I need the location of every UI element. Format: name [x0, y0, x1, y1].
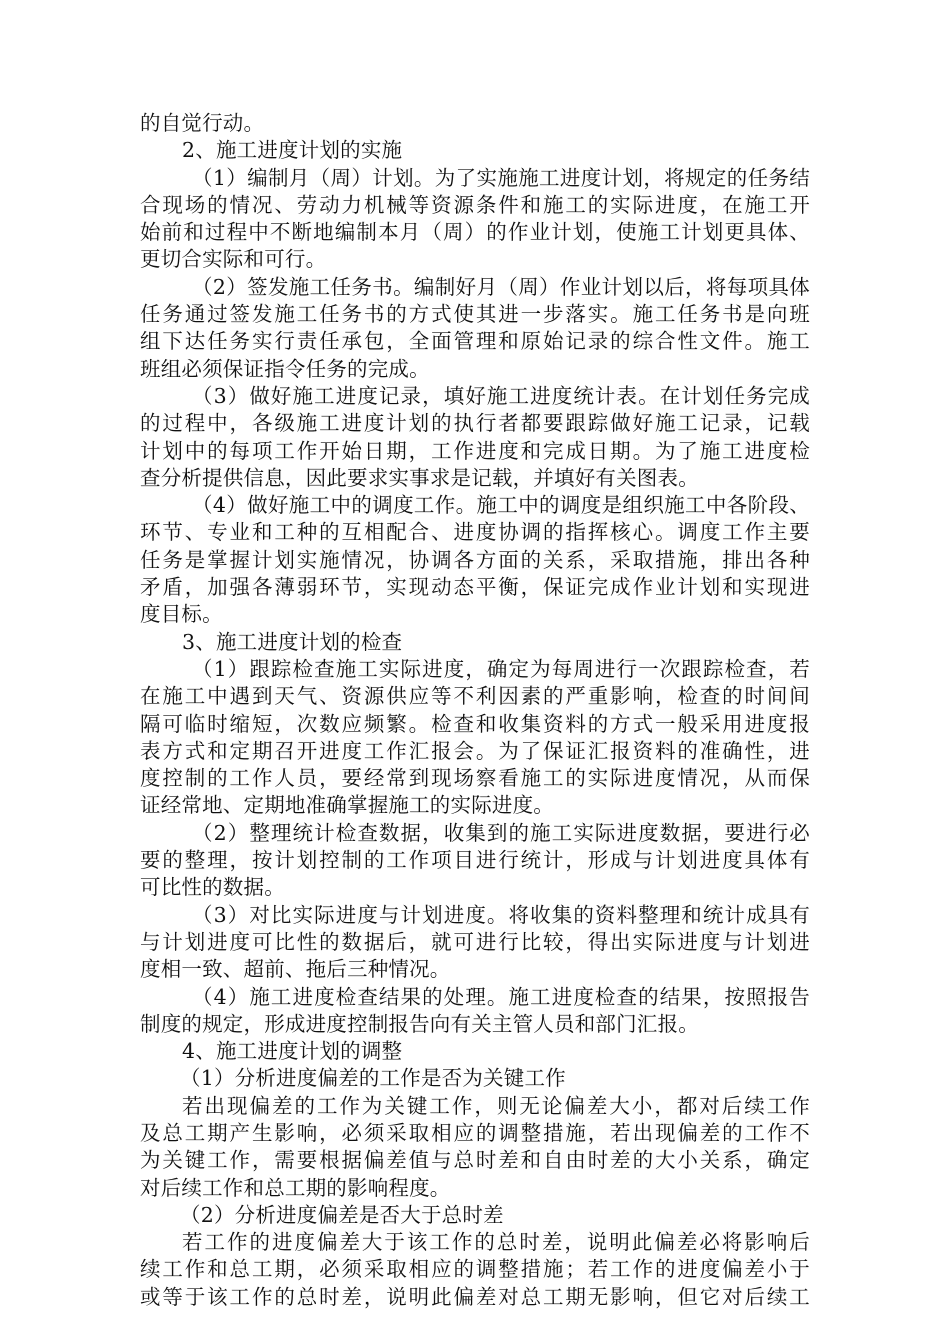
text-line: 任务通过签发施工任务书的方式使其进一步落实。施工任务书是向班: [140, 302, 810, 327]
text-line: 的过程中，各级施工进度计划的执行者都要跟踪做好施工记录，记载: [140, 411, 810, 436]
text-line: 与计划进度可比性的数据后，就可进行比较，得出实际进度与计划进: [140, 929, 810, 954]
text-line: 任务是掌握计划实施情况，协调各方面的关系，采取措施，排出各种: [140, 547, 810, 572]
text-line: 合现场的情况、劳动力机械等资源条件和施工的实际进度，在施工开: [140, 192, 810, 217]
text-line: 隔可临时缩短，次数应频繁。检查和收集资料的方式一般采用进度报: [140, 711, 810, 736]
text-line: 度目标。: [140, 602, 223, 627]
text-line: 对后续工作和总工期的影响程度。: [140, 1175, 451, 1200]
text-line: 证经常地、定期地准确掌握施工的实际进度。: [140, 793, 554, 818]
text-line: （1）编制月（周）计划。为了实施施工进度计划，将规定的任务结: [192, 165, 810, 190]
text-line: （2）签发施工任务书。编制好月（周）作业计划以后，将每项具体: [192, 274, 810, 299]
text-line: （4）做好施工中的调度工作。施工中的调度是组织施工中各阶段、: [192, 493, 810, 518]
text-line: 为关键工作，需要根据偏差值与总时差和自由时差的大小关系，确定: [140, 1148, 810, 1173]
text-line: 计划中的每项工作开始日期，工作进度和完成日期。为了施工进度检: [140, 438, 810, 463]
text-line: 及总工期产生影响，必须采取相应的调整措施，若出现偏差的工作不: [140, 1120, 810, 1145]
text-line: 或等于该工作的总时差，说明此偏差对总工期无影响，但它对后续工: [140, 1284, 810, 1309]
text-line: 制度的规定，形成进度控制报告向有关主管人员和部门汇报。: [140, 1011, 699, 1036]
text-line: 班组必须保证指令任务的完成。: [140, 356, 430, 381]
text-line: （4）施工进度检查结果的处理。施工进度检查的结果，按照报告: [192, 984, 810, 1009]
text-line: 若出现偏差的工作为关键工作，则无论偏差大小，都对后续工作: [182, 1093, 810, 1118]
text-line: 组下达任务实行责任承包，全面管理和原始记录的综合性文件。施工: [140, 329, 810, 354]
document-page: [140, 110, 810, 1311]
text-line: 可比性的数据。: [140, 875, 285, 900]
text-line: 度相一致、超前、拖后三种情况。: [140, 957, 451, 982]
text-line: 2、施工进度计划的实施: [182, 138, 403, 163]
text-line: （3）对比实际进度与计划进度。将收集的资料整理和统计成具有: [192, 902, 810, 927]
text-line: 表方式和定期召开进度工作汇报会。为了保证汇报资料的准确性，进: [140, 738, 810, 763]
text-line: 矛盾，加强各薄弱环节，实现动态平衡，保证完成作业计划和实现进: [140, 575, 810, 600]
text-line: 度控制的工作人员，要经常到现场察看施工的实际进度情况，从而保: [140, 766, 810, 791]
text-line: 查分析提供信息，因此要求实事求是记载，并填好有关图表。: [140, 465, 699, 490]
text-line: 要的整理，按计划控制的工作项目进行统计，形成与计划进度具体有: [140, 848, 810, 873]
text-line: （2）整理统计检查数据，收集到的施工实际进度数据，要进行必: [192, 820, 810, 845]
text-line: 4、施工进度计划的调整: [182, 1039, 403, 1064]
text-line: 续工作和总工期，必须采取相应的调整措施；若工作的进度偏差小于: [140, 1257, 810, 1282]
text-line: 3、施工进度计划的检查: [182, 629, 403, 654]
text-line: 环节、专业和工种的互相配合、进度协调的指挥核心。调度工作主要: [140, 520, 810, 545]
text-line: （2）分析进度偏差是否大于总时差: [180, 1202, 504, 1227]
text-line: （1）跟踪检查施工实际进度，确定为每周进行一次跟踪检查，若: [192, 656, 810, 681]
text-line: 更切合实际和可行。: [140, 247, 327, 272]
text-line: （3）做好施工进度记录，填好施工进度统计表。在计划任务完成: [192, 383, 810, 408]
text-line: 若工作的进度偏差大于该工作的总时差，说明此偏差必将影响后: [182, 1230, 810, 1255]
text-line: 的自觉行动。: [140, 111, 265, 135]
text-line: （1）分析进度偏差的工作是否为关键工作: [180, 1066, 566, 1091]
text-line: 在施工中遇到天气、资源供应等不利因素的严重影响，检查的时间间: [140, 684, 810, 709]
text-line: 始前和过程中不断地编制本月（周）的作业计划，使施工计划更具体、: [140, 220, 810, 245]
